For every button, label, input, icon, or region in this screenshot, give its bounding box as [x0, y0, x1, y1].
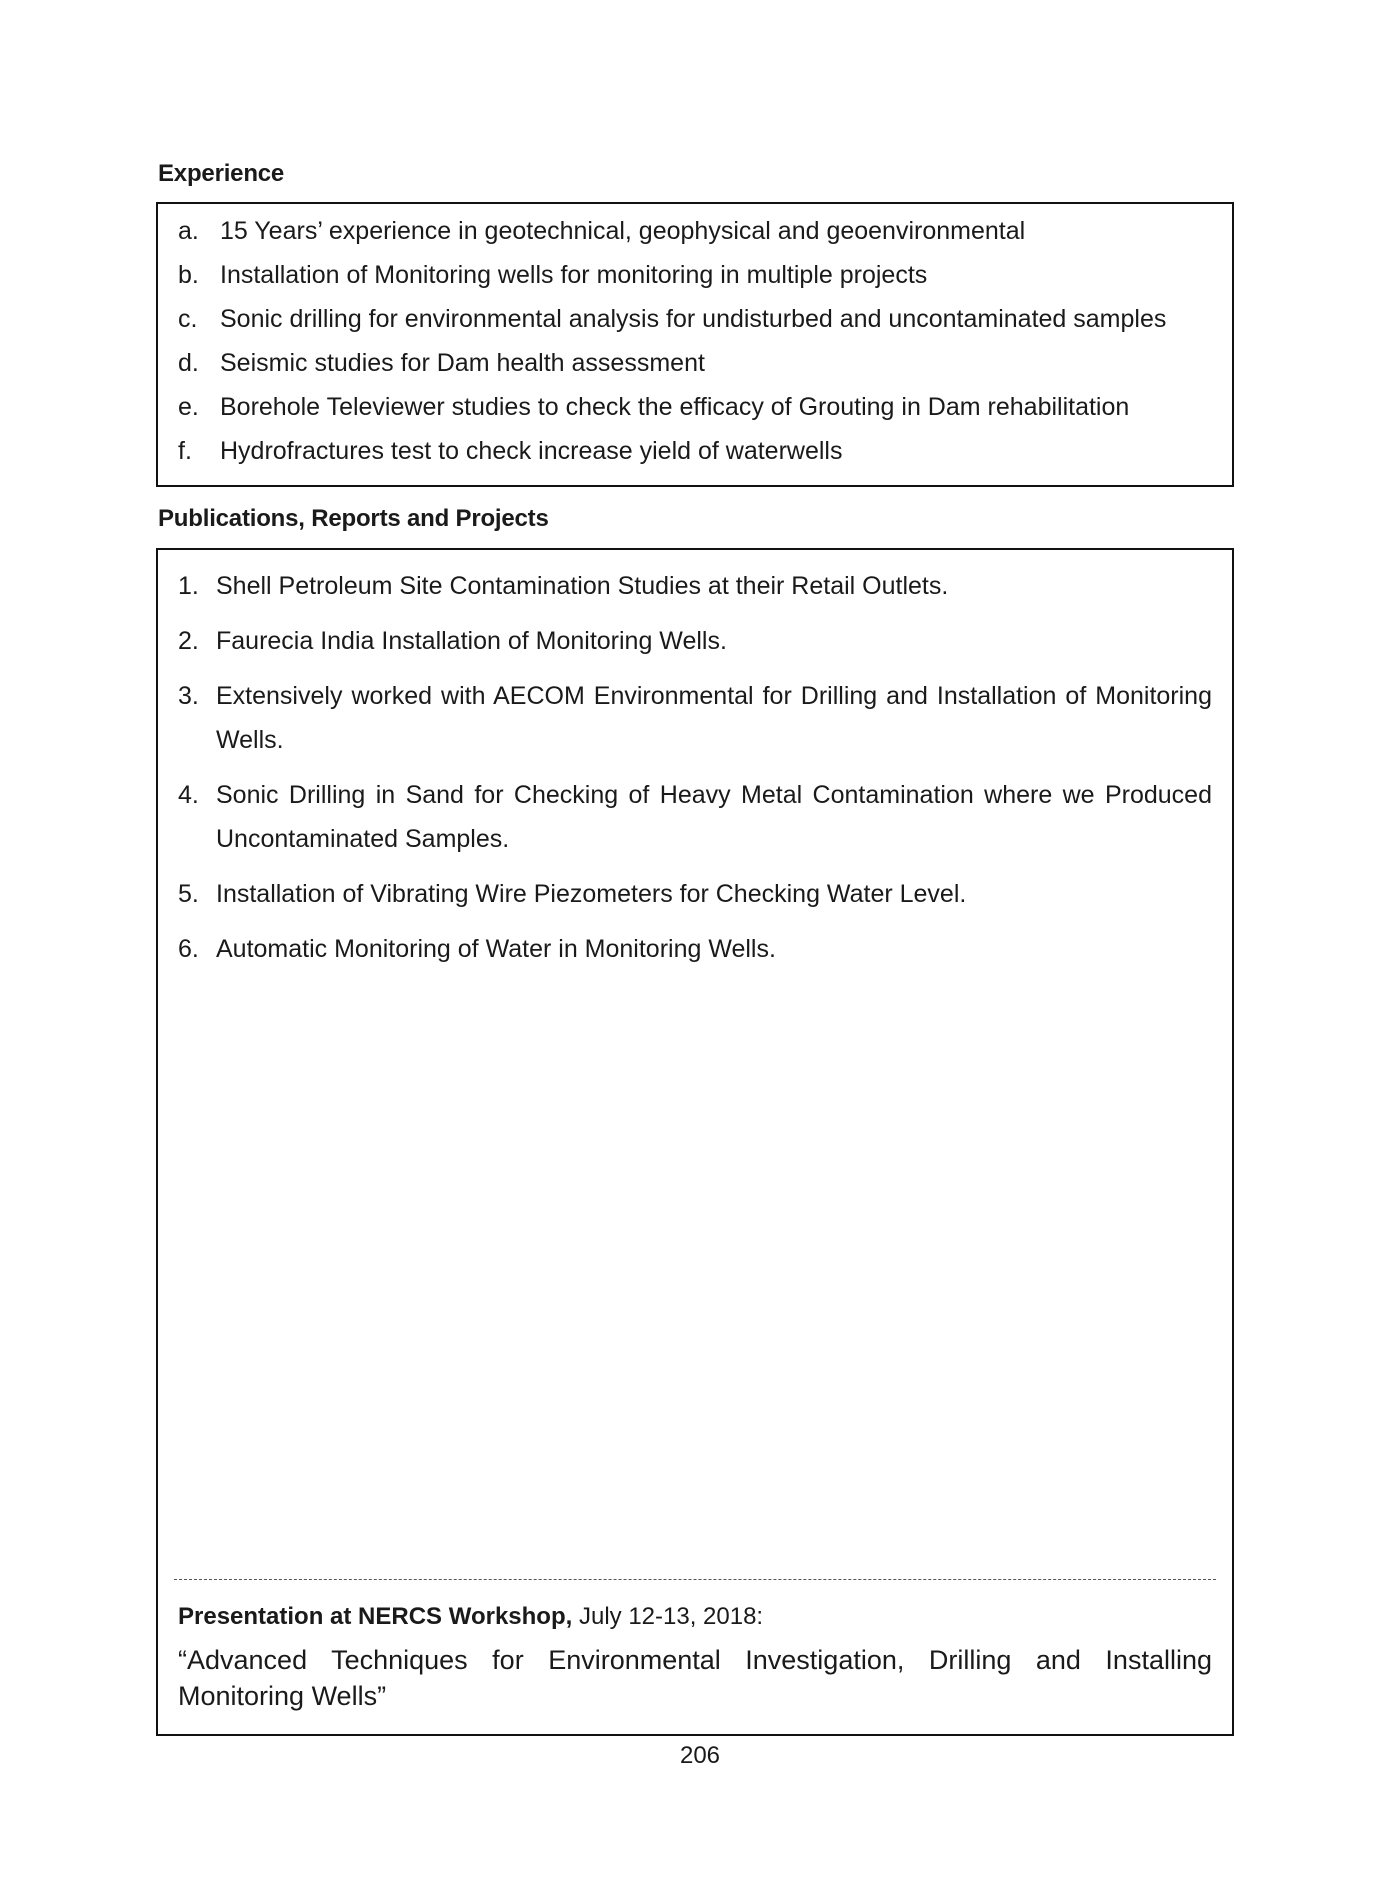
publication-item — [178, 773, 1212, 861]
publication-item — [178, 927, 1212, 971]
list-marker: f. — [178, 437, 192, 465]
publication-text: Extensively worked with AECOM Environmental for Drilling and Installation of Monitoring Wells. — [216, 682, 1212, 754]
presentation-line — [178, 1600, 1212, 1634]
publication-text: Installation of Vibrating Wire Piezometers for Checking Water Level. — [216, 880, 967, 908]
publication-text: Shell Petroleum Site Contamination Studies at their Retail Outlets. — [216, 572, 949, 600]
experience-item — [178, 304, 1212, 348]
dashed-divider — [174, 1579, 1216, 1580]
experience-item — [178, 436, 1212, 480]
experience-text: 15 Years’ experience in geotechnical, geophysical and geoenvironmental — [220, 217, 1026, 245]
publication-item — [178, 674, 1212, 762]
experience-item — [178, 260, 1212, 304]
experience-box — [156, 202, 1234, 487]
experience-text: Installation of Monitoring wells for monitoring in multiple projects — [220, 261, 928, 289]
experience-item — [178, 348, 1212, 392]
list-marker: e. — [178, 393, 199, 421]
publications-box — [156, 548, 1234, 1736]
list-marker: c. — [178, 305, 198, 333]
publications-list — [178, 564, 1212, 982]
experience-text: Sonic drilling for environmental analysis for undisturbed and uncontaminated samples — [220, 305, 1167, 333]
experience-item — [178, 216, 1212, 260]
page-number: 206 — [679, 1742, 721, 1769]
publication-text: Automatic Monitoring of Water in Monitoring Wells. — [216, 935, 776, 963]
list-marker: 5. — [178, 880, 199, 908]
list-marker: 1. — [178, 572, 199, 600]
list-marker: 4. — [178, 781, 199, 809]
presentation-label: Presentation at NERCS Workshop, — [178, 1603, 573, 1630]
publications-heading: Publications, Reports and Projects — [158, 505, 549, 532]
experience-list — [178, 216, 1212, 480]
publication-item — [178, 872, 1212, 916]
list-marker: a. — [178, 217, 199, 245]
publication-item — [178, 564, 1212, 608]
presentation-date: July 12-13, 2018: — [572, 1603, 764, 1630]
experience-heading: Experience — [158, 160, 285, 187]
publication-item — [178, 619, 1212, 663]
experience-text: Hydrofractures test to check increase yield of waterwells — [220, 437, 843, 465]
list-marker: 6. — [178, 935, 199, 963]
presentation-title: “Advanced Techniques for Environmental Investigation, Drilling and Installing Monitoring Wells” — [178, 1645, 1212, 1711]
list-marker: 2. — [178, 627, 199, 655]
list-marker: 3. — [178, 682, 199, 710]
experience-text: Seismic studies for Dam health assessment — [220, 349, 705, 377]
publication-text: Faurecia India Installation of Monitoring Wells. — [216, 627, 727, 655]
experience-text: Borehole Televiewer studies to check the efficacy of Grouting in Dam rehabilitation — [220, 393, 1130, 421]
list-marker: b. — [178, 261, 199, 289]
list-marker: d. — [178, 349, 199, 377]
publication-text: Sonic Drilling in Sand for Checking of Heavy Metal Contamination where we Produced Uncontaminated Samples. — [216, 781, 1212, 853]
presentation-block — [178, 1600, 1212, 1714]
experience-item — [178, 392, 1212, 436]
